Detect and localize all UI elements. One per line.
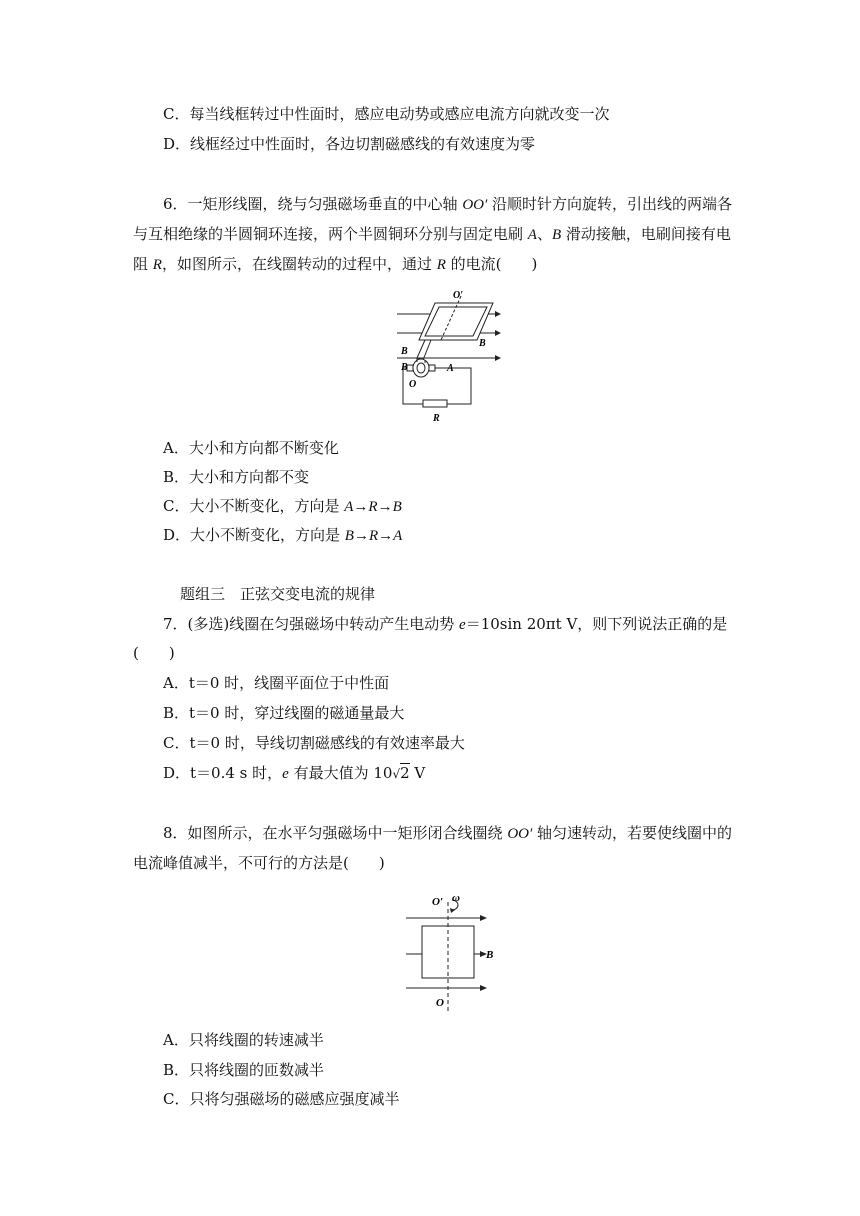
q6-generator-figure (395, 288, 507, 424)
q6-option-a: A．大小和方向都不断变化 (163, 439, 339, 457)
q7-option-a: A．t＝0 时，线圈平面位于中性面 (163, 674, 390, 692)
label-brush-a: A (447, 363, 454, 374)
label-b-field: B (486, 949, 494, 961)
q5-option-d: D．线框经过中性面时，各边切割磁感线的有效速度为零 (163, 135, 536, 153)
label-o: O (409, 379, 417, 390)
q8-option-a: A．只将线圈的转速减半 (163, 1031, 324, 1049)
q6-option-b: B．大小和方向都不变 (163, 468, 310, 486)
label-resistor: R (433, 413, 440, 424)
q6-axis: OO′ (462, 197, 488, 213)
label-b-field: B (401, 346, 408, 357)
q8-stem-line2: 电流峰值减半，不可行的方法是( ) (133, 854, 385, 872)
label-o-prime: O′ (453, 290, 464, 301)
label-o: O (436, 997, 444, 1009)
q8-stem-line1: 8．如图所示，在水平匀强磁场中一矩形闭合线圈绕 OO′ 轴匀速转动，若要使线圈中的 (163, 824, 733, 842)
q7-option-d: D．t＝0.4 s 时，e 有最大值为 10√2 V (163, 764, 426, 782)
q6-stem-line3: 阻 R，如图所示，在线圈转动的过程中，通过 R 的电流( ) (133, 255, 538, 273)
label-o-prime: O′ (432, 896, 444, 908)
field-arrowhead (495, 355, 501, 361)
label-omega: ω (452, 892, 460, 904)
group3-heading: 题组三 正弦交变电流的规律 (180, 585, 376, 603)
label-b-field: B (479, 338, 486, 349)
q8-option-b: B．只将线圈的匝数减半 (163, 1061, 325, 1079)
q8-option-c: C．只将匀强磁场的磁感应强度减半 (163, 1090, 400, 1108)
q7-option-c: C．t＝0 时，导线切割磁感线的有效速率最大 (163, 734, 465, 752)
label-brush-b: B (401, 362, 408, 373)
q6-option-c: C．大小不断变化，方向是 A→R→B (163, 497, 402, 515)
q8-rotating-coil-figure (400, 888, 500, 1016)
q7-option-b: B．t＝0 时，穿过线圈的磁通量最大 (163, 704, 405, 722)
q6-option-d: D．大小不断变化，方向是 B→R→A (163, 526, 403, 544)
sqrt-radicand: 2 (400, 764, 410, 782)
q7-stem-line2: ( ) (133, 644, 175, 662)
field-arrowhead (495, 311, 501, 317)
field-arrowhead (495, 330, 501, 336)
q6-stem-line1: 6．一矩形线圈，绕与匀强磁场垂直的中心轴 OO′ 沿顺时针方向旋转，引出线的两端各 (163, 195, 733, 213)
q5-option-c: C．每当线框转过中性面时，感应电动势或感应电流方向就改变一次 (163, 105, 610, 123)
q7-stem-line1: 7．(多选)线圈在匀强磁场中转动产生电动势 e＝10sin 20πt V，则下列说法正确的是 (163, 615, 728, 633)
q6-stem-line2: 与互相绝缘的半圆铜环连接，两个半圆铜环分别与固定电刷 A、B 滑动接触，电刷间接有电 (133, 225, 731, 243)
